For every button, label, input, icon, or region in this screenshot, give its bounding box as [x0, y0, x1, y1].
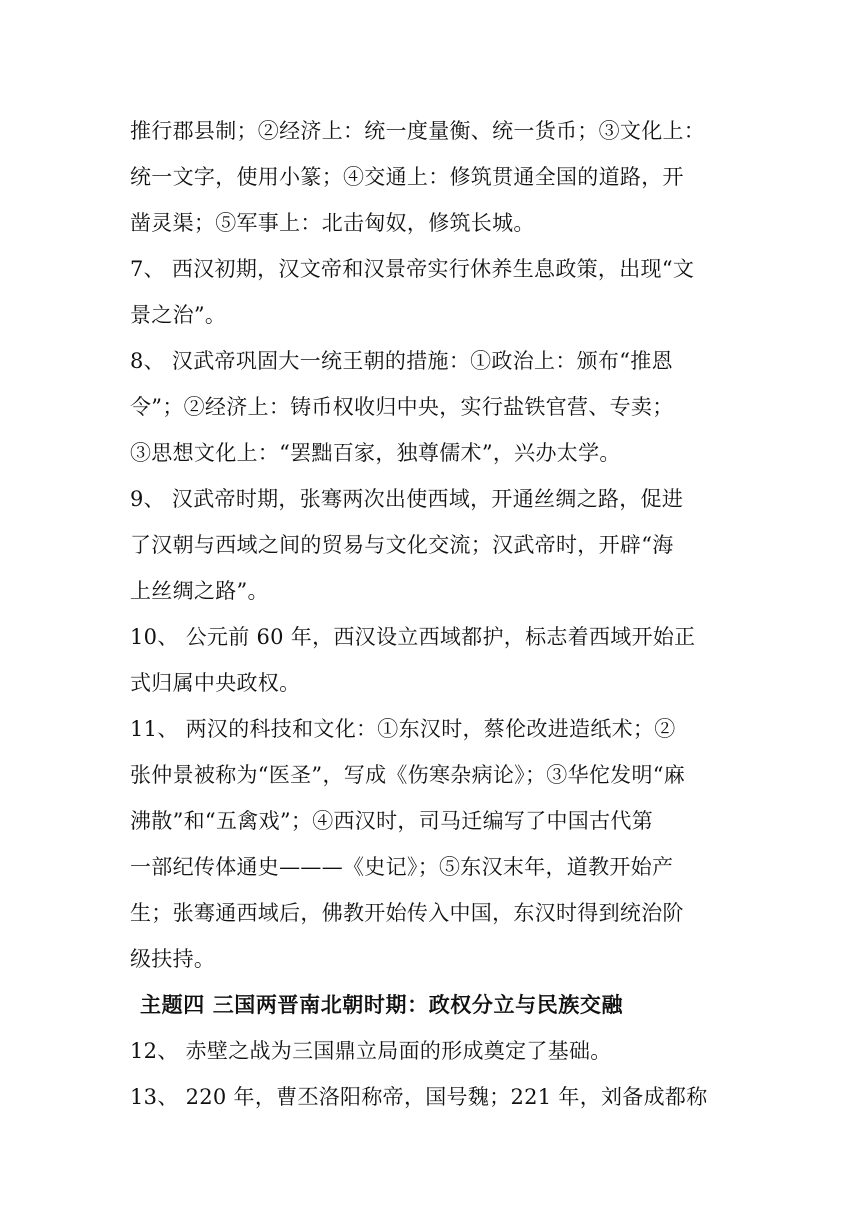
text-line: ③思想文化上：“罢黜百家，独尊儒术”，兴办太学。 [130, 441, 621, 465]
text-line: 级扶持。 [130, 947, 216, 971]
text-line: 一部纪传体通史———《史记》；⑤东汉末年，道教开始产 [130, 855, 674, 879]
section-heading: 主题四 三国两晋南北朝时期：政权分立与民族交融 [140, 992, 624, 1017]
text-line: 凿灵渠；⑤军事上：北击匈奴，修筑长城。 [130, 211, 535, 235]
text-line: 了汉朝与西域之间的贸易与文化交流；汉武帝时，开辟“海 [130, 533, 674, 557]
text-line: 张仲景被称为“医圣”，写成《伤寒杂病论》；③华佗发明“麻 [130, 763, 686, 787]
text-line: 令”；②经济上：铸币权收归中央，实行盐铁官营、专卖； [130, 395, 674, 419]
text-line: 景之治”。 [130, 303, 227, 327]
text-line: 7、 西汉初期，汉文帝和汉景帝实行休养生息政策，出现“文 [130, 257, 695, 281]
text-line: 8、 汉武帝巩固大一统王朝的措施：①政治上：颁布“推恩 [130, 349, 673, 373]
document-page [130, 108, 730, 1120]
text-line: 12、 赤壁之战为三国鼎立局面的形成奠定了基础。 [130, 1039, 612, 1063]
text-line: 生；张骞通西域后，佛教开始传入中国，东汉时得到统治阶 [130, 901, 684, 925]
text-line: 11、 两汉的科技和文化：①东汉时，蔡伦改进造纸术；② [130, 717, 676, 741]
text-line: 上丝绸之路”。 [130, 579, 269, 603]
text-line: 推行郡县制；②经济上：统一度量衡、统一货币；③文化上： [130, 119, 706, 143]
text-line: 13、 220 年，曹丕洛阳称帝，国号魏；221 年，刘备成都称 [130, 1085, 708, 1109]
text-line: 式归属中央政权。 [130, 671, 301, 695]
text-line: 9、 汉武帝时期，张骞两次出使西域，开通丝绸之路，促进 [130, 487, 684, 511]
text-line: 沸散”和“五禽戏”；④西汉时，司马迁编写了中国古代第 [130, 809, 654, 833]
text-line: 统一文字，使用小篆；④交通上：修筑贯通全国的道路，开 [130, 165, 684, 189]
text-line: 10、 公元前 60 年，西汉设立西域都护，标志着西域开始正 [130, 625, 696, 649]
